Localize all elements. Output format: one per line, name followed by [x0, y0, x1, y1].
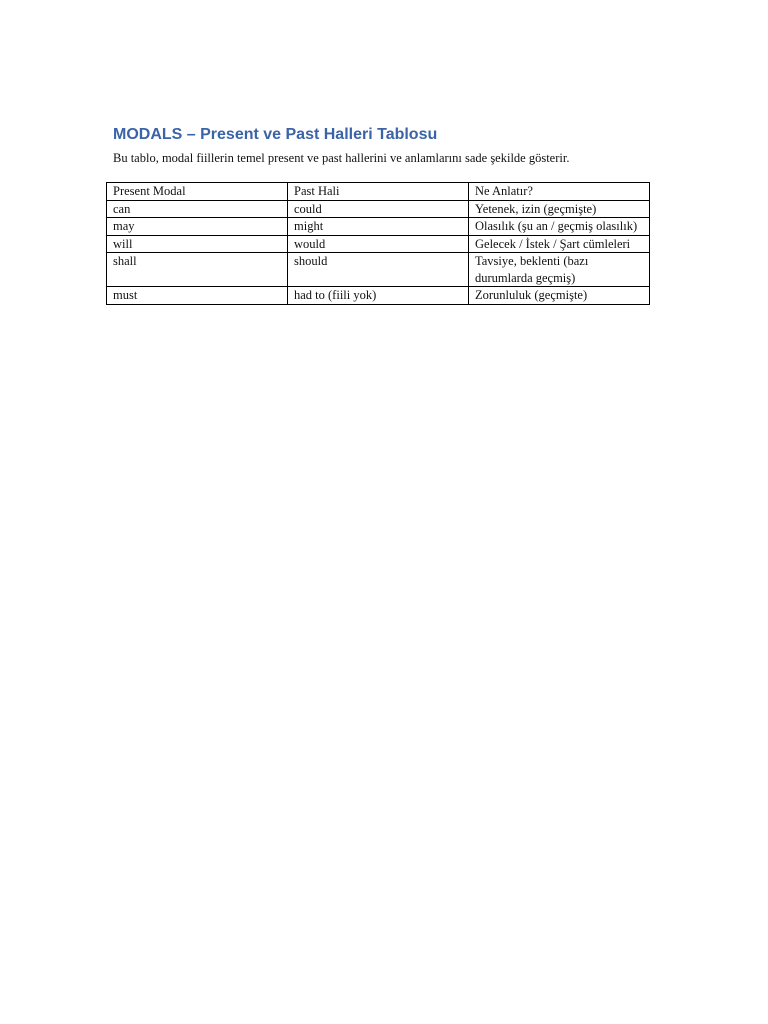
past-form-cell: should	[288, 253, 469, 287]
past-form-cell: might	[288, 218, 469, 236]
intro-paragraph: Bu tablo, modal fiillerin temel present ve past hallerini ve anlamlarını sade şekilde gösterir.	[113, 151, 570, 165]
table-row	[107, 287, 650, 305]
table-header-row	[107, 183, 650, 201]
meaning-text: Tavsiye, beklenti (bazı	[475, 254, 589, 268]
meaning-cell	[469, 253, 650, 287]
past-form-cell: had to (fiili yok)	[288, 287, 469, 305]
table-row	[107, 235, 650, 253]
meaning-text: Gelecek / İstek / Şart cümleleri	[475, 236, 631, 251]
past-form-cell: would	[288, 235, 469, 253]
meaning-cell	[469, 200, 650, 218]
table-row	[107, 218, 650, 236]
meaning-text: Olasılık (şu an / geçmiş olasılık)	[475, 219, 638, 233]
header-past-hali: Past Hali	[288, 183, 469, 201]
present-modal-cell: must	[107, 287, 288, 305]
present-modal-cell: can	[107, 200, 288, 218]
table-row	[107, 200, 650, 218]
meaning-cell	[469, 218, 650, 236]
page-title: MODALS – Present ve Past Halleri Tablosu	[113, 126, 438, 143]
meaning-text-continued: durumlarda geçmiş)	[475, 270, 576, 285]
meaning-text: Zorunluluk (geçmişte)	[475, 288, 588, 302]
table-row	[107, 253, 650, 287]
meaning-cell	[469, 235, 650, 253]
meaning-cell	[469, 287, 650, 305]
past-form-cell: could	[288, 200, 469, 218]
present-modal-cell: will	[107, 235, 288, 253]
meaning-text: Yetenek, izin (geçmişte)	[475, 201, 597, 216]
header-present-modal: Present Modal	[107, 183, 288, 201]
header-ne-anlatir: Ne Anlatır?	[469, 183, 650, 201]
present-modal-cell: may	[107, 218, 288, 236]
modals-table	[106, 182, 650, 305]
present-modal-cell: shall	[107, 253, 288, 287]
